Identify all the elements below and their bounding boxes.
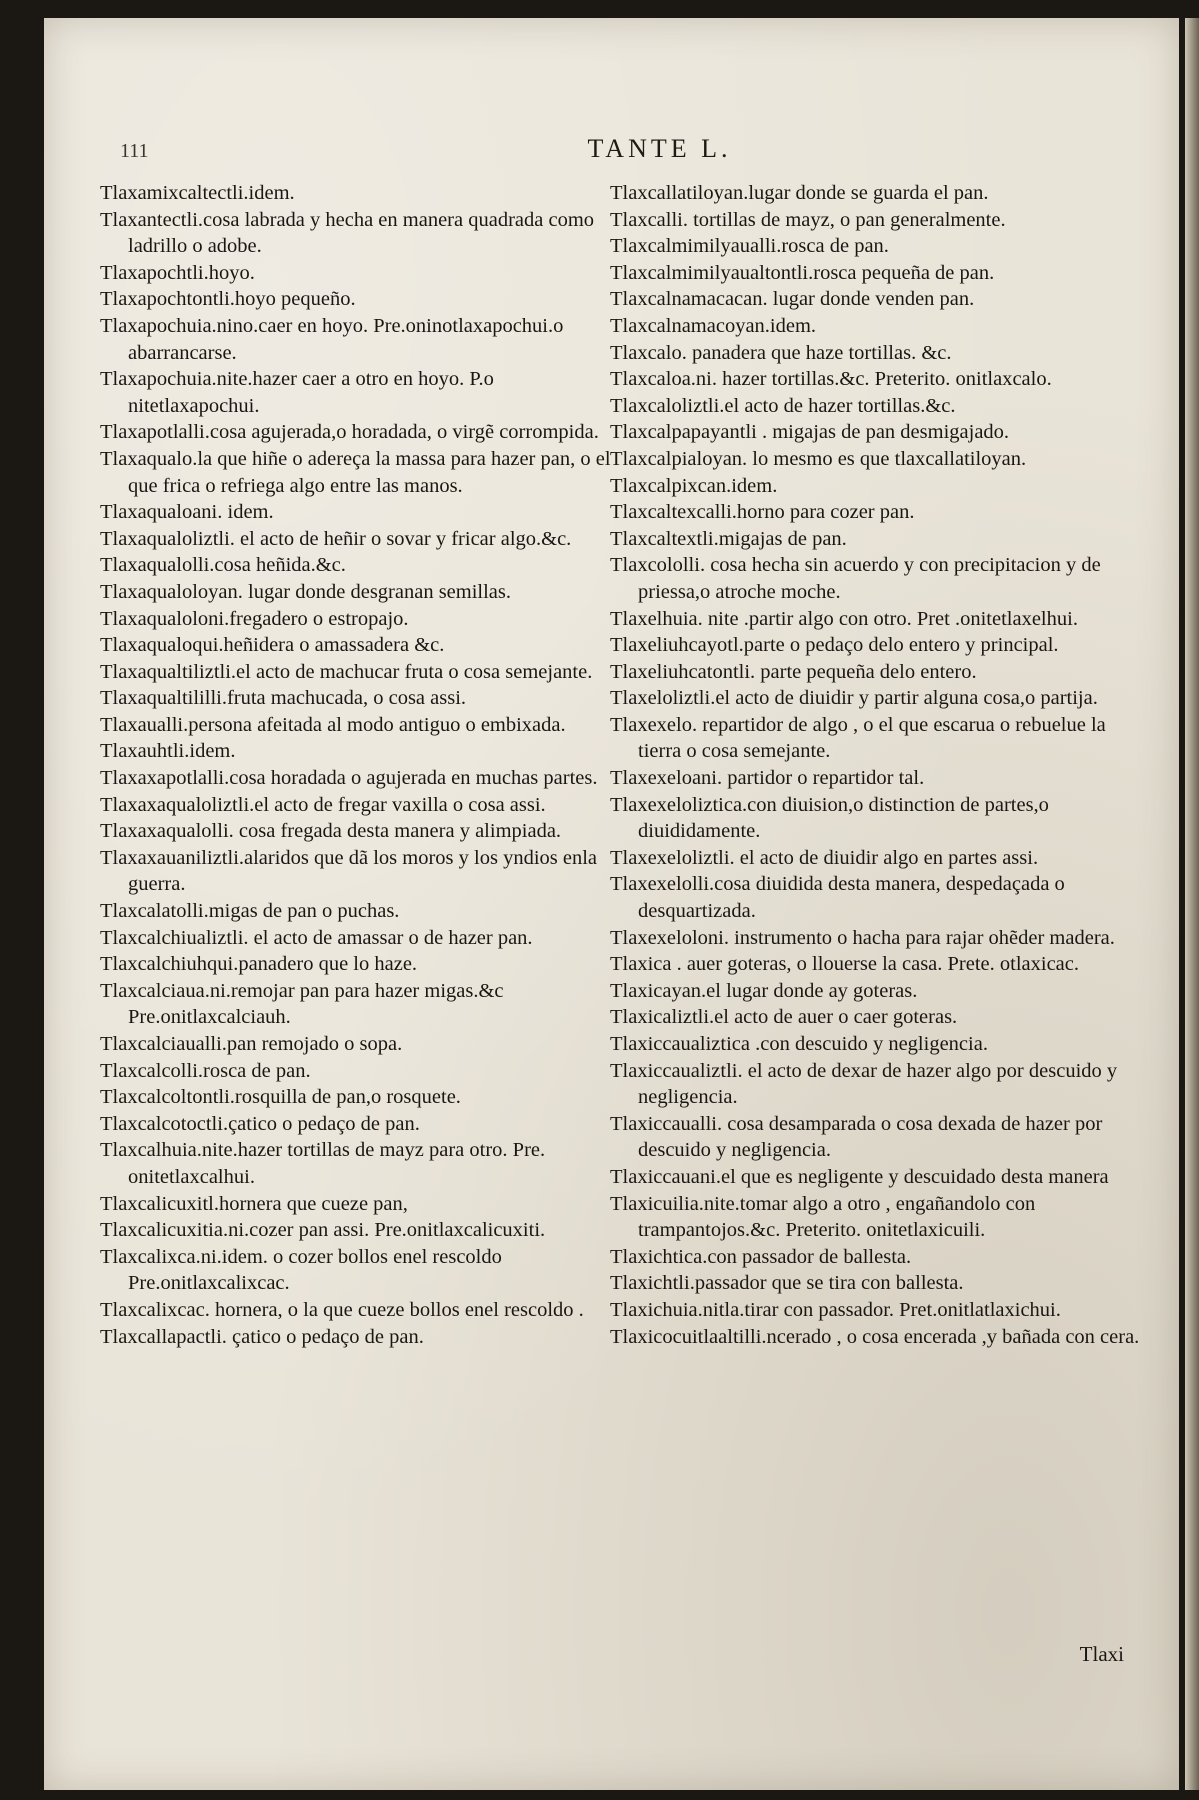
dictionary-entry: Tlaxexeloani. partidor o repartidor tal.	[610, 767, 925, 790]
dictionary-entry: Tlaxcalhuia.nite.hazer tortillas de mayz para otro. Pre. onitetlaxcalhui.	[100, 1139, 546, 1188]
right-column	[610, 180, 1140, 1350]
dictionary-entry: Tlaxaxaqualoliztli.el acto de fregar vaxilla o cosa assi.	[100, 793, 546, 816]
dictionary-entry: Tlaxcalatolli.migas de pan o puchas.	[100, 900, 400, 923]
running-head: TANTE L.	[587, 134, 732, 163]
dictionary-entry: Tlaxaqualoqui.heñidera o amassadera &c.	[100, 634, 445, 657]
dictionary-entry: Tlaxexelo. repartidor de algo , o el que escarua o rebuelue la tierra o cosa semejante.	[610, 713, 1106, 763]
dictionary-entry: Tlaxcalmimilyaualtontli.rosca pequeña de pan.	[610, 261, 995, 284]
dictionary-entry: Tlaxcalo. panadera que haze tortillas. &c.	[610, 341, 952, 364]
dictionary-entry: Tlaxexeloliztica.con diuision,o distinction de partes,o diuididamente.	[610, 793, 1049, 843]
dictionary-entry: Tlaxaqualoloni.fregadero o estropajo.	[100, 607, 409, 630]
dictionary-entry: Tlaxicayan.el lugar donde ay goteras.	[610, 979, 918, 1002]
dictionary-entry: Tlaxicaliztli.el acto de auer o caer goteras.	[610, 1006, 958, 1029]
dictionary-entry: Tlaxeloliztli.el acto de diuidir y partir alguna cosa,o partija.	[610, 687, 1098, 710]
dictionary-entry: Tlaxaqualoloyan. lugar donde desgranan semillas.	[100, 580, 512, 603]
dictionary-entry: Tlaxiccauani.el que es negligente y descuidado desta manera	[610, 1165, 1109, 1188]
dictionary-entry: Tlaxcalchiuhqui.panadero que lo haze.	[100, 953, 418, 976]
dictionary-entry: Tlaxcalnamacoyan.idem.	[610, 314, 817, 337]
catchword: Tlaxi	[1079, 1642, 1124, 1666]
dictionary-entry: Tlaxcaltexcalli.horno para cozer pan.	[610, 501, 915, 524]
dictionary-entry: Tlaxcalcotoctli.çatico o pedaço de pan.	[100, 1112, 420, 1135]
dictionary-entry: Tlaxica . auer goteras, o llouerse la casa. Prete. otlaxicac.	[610, 953, 1079, 976]
dictionary-entry: Tlaxichuia.nitla.tirar con passador. Pret.onitlatlaxichui.	[610, 1298, 1061, 1321]
page-header	[0, 134, 1199, 168]
dictionary-entry: Tlaxapochtli.hoyo.	[100, 261, 255, 284]
dictionary-entry: Tlaxelhuia. nite .partir algo con otro. Pret .onitetlaxelhui.	[610, 607, 1078, 630]
dictionary-entry: Tlaxicuilia.nite.tomar algo a otro , engañandolo con trampantojos.&c. Preterito. onitetlaxicuili.	[610, 1192, 1036, 1242]
dictionary-entry: Tlaxcalnamacacan. lugar donde venden pan.	[610, 288, 975, 311]
dictionary-entry: Tlaxantectli.cosa labrada y hecha en manera quadrada como ladrillo o adobe.	[100, 208, 595, 258]
dictionary-entry: Tlaxcalpialoyan. lo mesmo es que tlaxcallatiloyan.	[610, 447, 1027, 470]
dictionary-entry: Tlaxexelolli.cosa diuidida desta manera, despedaçada o desquartizada.	[610, 873, 1065, 923]
dictionary-entry: Tlaxcalciaualli.pan remojado o sopa.	[100, 1033, 403, 1055]
dictionary-entry: Tlaxichtli.passador que se tira con ballesta.	[610, 1272, 964, 1295]
dictionary-entry: Tlaxcallatiloyan.lugar donde se guarda el pan.	[610, 182, 989, 204]
dictionary-entry: Tlaxcaloa.ni. hazer tortillas.&c. Preterito. onitlaxcalo.	[610, 368, 1052, 391]
dictionary-entry: Tlaxichtica.con passador de ballesta.	[610, 1245, 912, 1268]
dictionary-entry: Tlaxcalchiualiztli. el acto de amassar o de hazer pan.	[100, 926, 533, 949]
dictionary-entry: Tlaxiccaualli. cosa desamparada o cosa dexada de hazer por descuido y negligencia.	[610, 1112, 1103, 1162]
dictionary-entry: Tlaxcalixcac. hornera, o la que cueze bollos enel rescoldo .	[100, 1298, 584, 1321]
dictionary-entry: Tlaxcaloliztli.el acto de hazer tortillas.&c.	[610, 394, 956, 417]
dictionary-entry: Tlaxaqualoani. idem.	[100, 501, 274, 524]
dictionary-entry: Tlaxaqualtiliztli.el acto de machucar fruta o cosa semejante.	[100, 660, 593, 683]
dictionary-entry: Tlaxcalciaua.ni.remojar pan para hazer migas.&c Pre.onitlaxcalciauh.	[100, 979, 504, 1029]
dictionary-entry: Tlaxexeloloni. instrumento o hacha para rajar ohẽder madera.	[610, 926, 1115, 949]
dictionary-entry: Tlaxaqualoliztli. el acto de heñir o sovar y fricar algo.&c.	[100, 527, 572, 550]
dictionary-entry: Tlaxapochtontli.hoyo pequeño.	[100, 288, 356, 311]
dictionary-entry: Tlaxeliuhcatontli. parte pequeña delo entero.	[610, 660, 977, 683]
dictionary-entry: Tlaxcalicuxitia.ni.cozer pan assi. Pre.onitlaxcalicuxiti.	[100, 1219, 546, 1242]
dictionary-entry: Tlaxapotlalli.cosa agujerada,o horadada, o virgẽ corrompida.	[100, 421, 599, 444]
folio-number: 111	[120, 140, 149, 162]
left-column	[100, 180, 625, 1350]
dictionary-entry: Tlaxcalixca.ni.idem. o cozer bollos enel rescoldo Pre.onitlaxcalixcac.	[100, 1245, 502, 1295]
dictionary-entry: Tlaxaqualo.la que hiñe o adereça la massa para hazer pan, o el que frica o refriega algo entre las manos.	[100, 447, 611, 497]
dictionary-entry: Tlaxcalicuxitl.hornera que cueze pan,	[100, 1192, 408, 1215]
dictionary-entry: Tlaxeliuhcayotl.parte o pedaço delo entero y principal.	[610, 634, 1059, 657]
dictionary-entry: Tlaxexeloliztli. el acto de diuidir algo en partes assi.	[610, 846, 1039, 869]
dictionary-entry: Tlaxcalcoltontli.rosquilla de pan,o rosquete.	[100, 1086, 461, 1109]
dictionary-entry: Tlaxamixcaltectli.idem.	[100, 182, 295, 204]
dictionary-entry: Tlaxcalcolli.rosca de pan.	[100, 1059, 311, 1082]
dictionary-entry: Tlaxcalpapayantli . migajas de pan desmigajado.	[610, 421, 1010, 444]
dictionary-entry: Tlaxcallapactli. çatico o pedaço de pan.	[100, 1325, 424, 1348]
dictionary-entry: Tlaxaqualtililli.fruta machucada, o cosa assi.	[100, 687, 467, 710]
dictionary-entry: Tlaxapochuia.nite.hazer caer a otro en hoyo. P.o nitetlaxapochui.	[100, 368, 494, 417]
dictionary-entry: Tlaxaualli.persona afeitada al modo antiguo o embixada.	[100, 713, 566, 736]
dictionary-entry: Tlaxaxauaniliztli.alaridos que dã los moros y los yndios enla guerra.	[100, 846, 598, 896]
dictionary-entry: Tlaxaxaqualolli. cosa fregada desta manera y alimpiada.	[100, 820, 562, 843]
dictionary-entry: Tlaxcaltextli.migajas de pan.	[610, 527, 847, 550]
dictionary-entry: Tlaxauhtli.idem.	[100, 740, 236, 763]
dictionary-entry: Tlaxapochuia.nino.caer en hoyo. Pre.oninotlaxapochui.o abarrancarse.	[100, 314, 564, 364]
dictionary-entry: Tlaxiccaualiztli. el acto de dexar de hazer algo por descuido y negligencia.	[610, 1059, 1118, 1109]
dictionary-entry: Tlaxcalmimilyaualli.rosca de pan.	[610, 235, 889, 258]
dictionary-entry: Tlaxaqualolli.cosa heñida.&c.	[100, 554, 346, 577]
page-edge	[1185, 18, 1199, 1790]
dictionary-entry: Tlaxaxapotlalli.cosa horadada o agujerada en muchas partes.	[100, 767, 598, 790]
dictionary-entry: Tlaxiccaualiztica .con descuido y negligencia.	[610, 1033, 988, 1055]
dictionary-entry: Tlaxcololli. cosa hecha sin acuerdo y con precipitacion y de priessa,o atroche moche.	[610, 554, 1101, 603]
dictionary-entry: Tlaxcalli. tortillas de mayz, o pan generalmente.	[610, 208, 1006, 231]
dictionary-entry: Tlaxcalpixcan.idem.	[610, 474, 778, 497]
dictionary-entry: Tlaxicocuitlaaltilli.ncerado , o cosa encerada ,y bañada con cera.	[610, 1325, 1140, 1348]
